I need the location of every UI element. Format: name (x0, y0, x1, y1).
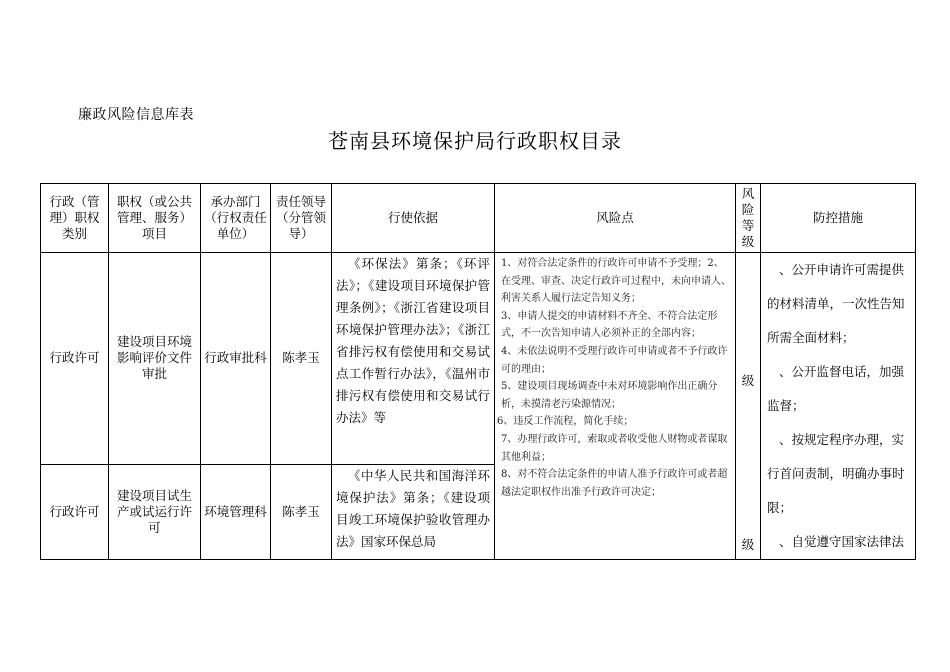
risk-point: 7、办理行政许可，索取或者收受他人财物或者谋取其他利益； (501, 433, 728, 463)
document-title: 苍南县环境保护局行政职权目录 (328, 129, 622, 153)
header-dept: 承办部门（行权责任单位） (201, 184, 271, 253)
risk-point: 8、对不符合法定条件的申请人准予行政许可或者超越法定职权作出准予行政许可决定； (501, 469, 728, 498)
row-basis: 《中华人民共和国海洋环境保护法》第条；《建设项目竣工环境保护验收管理办法》国家环保总局 (332, 464, 495, 559)
power-catalog-table (40, 183, 916, 560)
risk-level-cell (736, 253, 761, 560)
header-level: 风险等级 (736, 184, 761, 253)
header-leader: 责任领导（分管领导） (271, 184, 332, 253)
risk-point: 3、申请人提交的申请材料不齐全、不符合法定形式，不一次告知申请人必须补正的全部内容； (501, 310, 718, 340)
row-leader: 陈孝玉 (271, 464, 332, 559)
header-row (41, 184, 916, 253)
measures-cell (761, 253, 916, 560)
table-row (41, 253, 916, 465)
risk-point: 1、对符合法定条件的行政许可申请不予受理；2、在受理、审查、决定行政许可过程中，未向申请人、利害关系人履行法定告知义务； (501, 258, 731, 305)
measure-item: 、公开监督电话，加强监督； (767, 364, 905, 413)
header-basis: 行使依据 (332, 184, 495, 253)
risk-point: 6、违反工作流程，简化手续； (497, 416, 634, 428)
document-label: 廉政风险信息库表 (78, 107, 194, 123)
risk-points-cell (495, 253, 736, 560)
row-type: 行政许可 (41, 464, 109, 559)
row-leader: 陈孝玉 (271, 253, 332, 465)
risk-level: 级 (741, 373, 755, 388)
header-risk: 风险点 (495, 184, 736, 253)
measure-item: 、公开申请许可需提供的材料清单，一次性告知所需全面材料； (767, 262, 905, 345)
header-power: 职权（或公共管理、服务）项目 (109, 184, 201, 253)
row-dept: 行政审批科 (201, 253, 271, 465)
row-type: 行政许可 (41, 253, 109, 465)
risk-point: 4、未依法说明不受理行政许可申请或者不予行政许可的理由； (501, 345, 728, 375)
risk-point: 5、建设项目现场调查中未对环境影响作出正确分析，未摸清老污染源情况； (501, 381, 718, 410)
row-basis: 《环保法》第条；《环评法》；《建设项目环境保护管理条例》；《浙江省建设项目环境保护管理办法》；《浙江省排污权有偿使用和交易试点工作暂行办法》，《温州市排污权有偿使用和交易试行办法》等 (332, 253, 495, 465)
header-measures: 防控措施 (761, 184, 916, 253)
measure-item: 、自觉遵守国家法律法 (779, 534, 905, 549)
header-type: 行政（管理）职权类别 (41, 184, 109, 253)
risk-level-bottom: 级 (741, 537, 755, 552)
measure-item: 、按规定程序办理，实行首问责制，明确办事时限； (767, 432, 905, 515)
row-dept: 环境管理科 (201, 464, 271, 559)
row-power: 建设项目环境影响评价文件审批 (109, 253, 201, 465)
row-power: 建设项目试生产或试运行许可 (109, 464, 201, 559)
